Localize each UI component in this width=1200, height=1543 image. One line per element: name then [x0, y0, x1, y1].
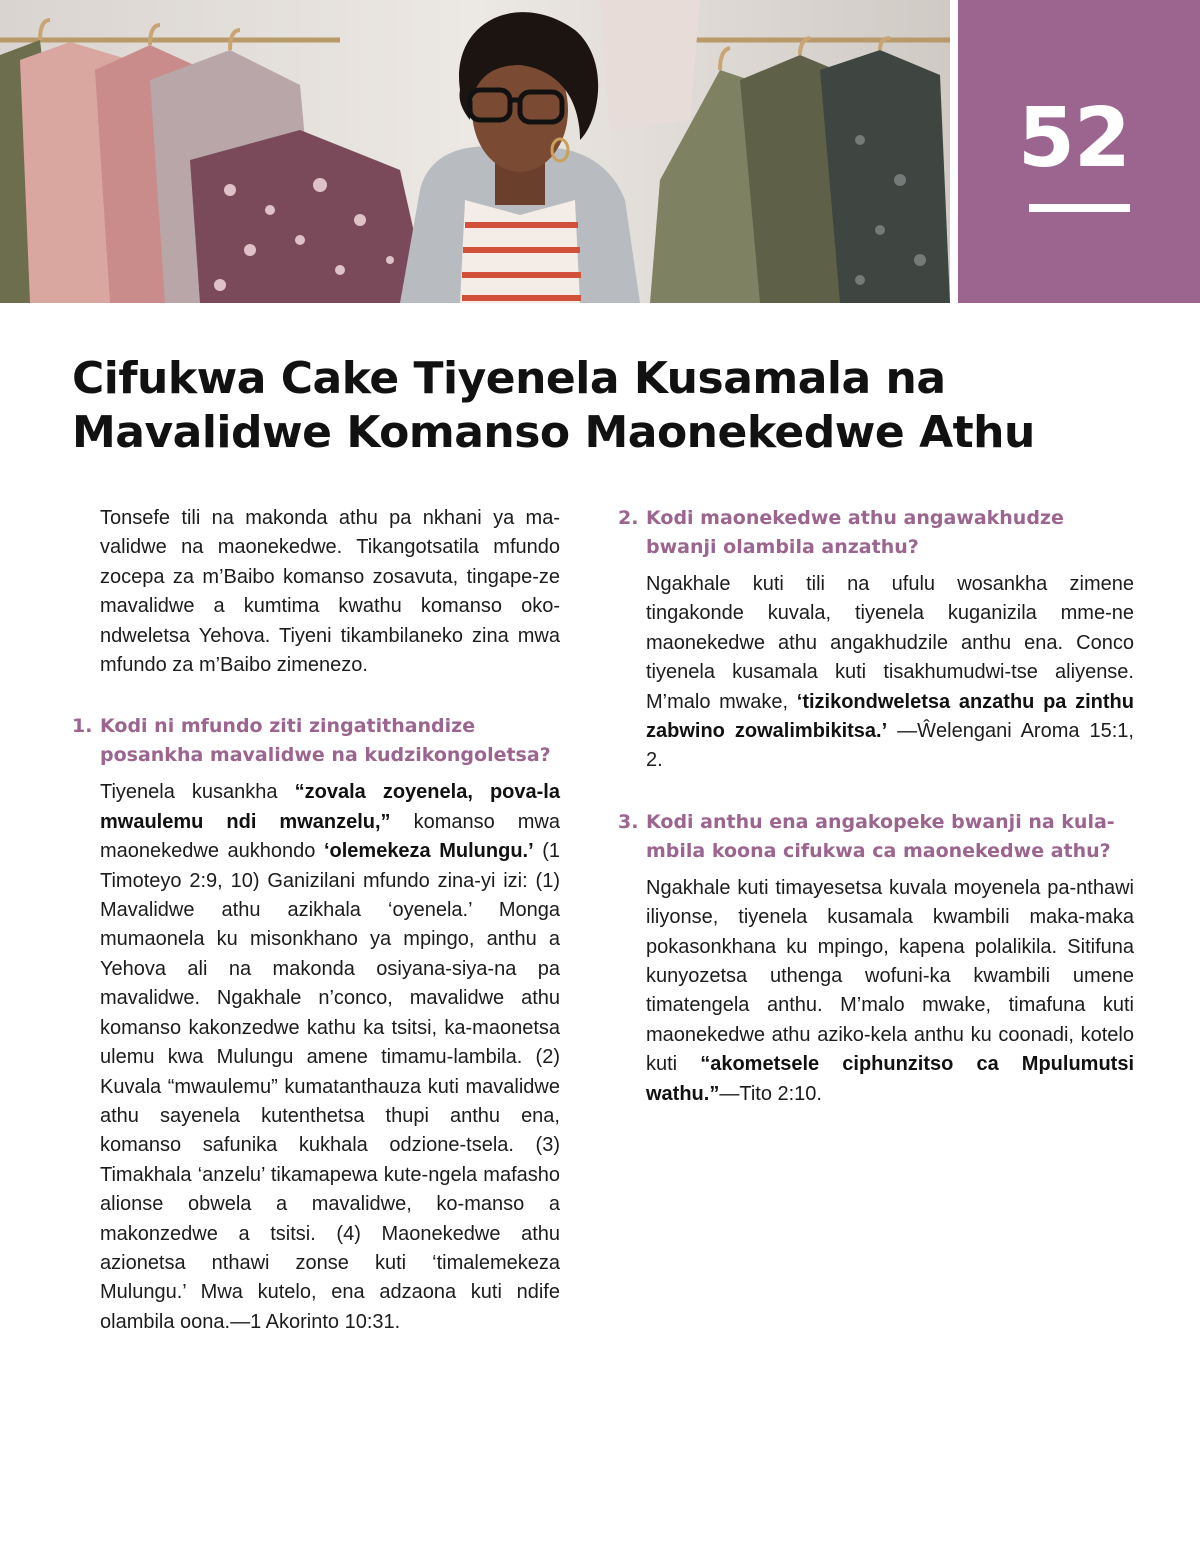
- question-heading: [618, 504, 1134, 562]
- question-number: 1.: [72, 715, 93, 738]
- lesson-number-underline: [1029, 204, 1130, 212]
- question-number: 3.: [618, 810, 639, 833]
- scripture-quote: “zovala zoyenela, pova-la mwaulemu ndi mwanzelu,”: [100, 781, 560, 833]
- question-heading: [72, 712, 560, 770]
- question-text: Kodi maonekedwe athu angawakhudze bwanji olambila anzathu?: [646, 507, 1064, 558]
- question-heading: [618, 808, 1134, 866]
- intro-paragraph: Tonsefe tili na makonda athu pa nkhani ya ma-validwe na maonekedwe. Tikangotsatila mfundo zocepa za m’Baibo komanso zosavuta, tingape-ze mavalidwe a kumtima kwathu komanso oko-ndweletsa Yehova. Tiyeni tikambilaneko zina mwa mfundo za m’Baibo zimenezo.: [100, 507, 560, 677]
- lesson-number: 52: [1017, 91, 1130, 186]
- lesson-title: Cifukwa Cake Tiyenela Kusamala na Mavalidwe Komanso Maonekedwe Athu: [72, 353, 1035, 458]
- question-text: Kodi ni mfundo ziti zingatithandize posankha mavalidwe na kudzikongoletsa?: [100, 715, 551, 767]
- scripture-quote: ‘olemekeza Mulungu.’: [323, 840, 534, 863]
- left-column: [72, 504, 560, 1355]
- hero-photo: [0, 0, 950, 303]
- question-number: 2.: [618, 507, 639, 529]
- answer-paragraph: Ngakhale kuti tili na ufulu wosankha zimene tingakonde kuvala, tiyenela kuganizila mme-ne maonekedwe athu angakhudzile anthu ena. Conco tiyenela kusamala kuti tisakhumudwi-tse aliyense. M’malo mwake, ‘tizikondweletsa anzathu pa zinthu zabwino zowalimbikitsa.’ —Ŵelengani Aroma 15:1, 2.: [646, 573, 1134, 772]
- scripture-quote: “akometsele ciphunzitso ca Mpulumutsi wathu.”: [646, 1053, 1134, 1105]
- answer-paragraph: Tiyenela kusankha “zovala zoyenela, pova-la mwaulemu ndi mwanzelu,” komanso mwa maonekedwe aukhondo ‘olemekeza Mulungu.’ (1 Timoteyo 2:9, 10) Ganizilani mfundo zina-yi izi: (1) Mavalidwe athu azikhala ‘oyenela.’ Monga mumaonela ku misonkhano ya mpingo, anthu a Yehova ali na makonda osiyana-siya-na pa mavalidwe. Ngakhale n’conco, mavalidwe athu komanso kakonzedwe kathu ka tsitsi, ka-maonetsa ulemu kwa Mulungu amene timamu-lambila. (2) Kuvala “mwaulemu” kumatanthauza kuti mavalidwe athu sayenela kutenthetsa thupi anthu ena, komanso safunika kukhala odzione-tsela. (3) Timakhala ‘anzelu’ tikamapewa kute-ngela mafasho alionse obwela a mavalidwe, ko-manso a makonzedwe a tsitsi. (4) Maonekedwe athu azionetsa nthawi zonse kuti ‘timalemekeza Mulungu.’ Mwa kutelo, ena adzaona kuti ndife olambila oona.—1 Akorinto 10:31.: [100, 781, 560, 1333]
- right-column: [618, 504, 1134, 1127]
- scripture-quote: ‘tizikondweletsa anzathu pa zinthu zabwino zowalimbikitsa.’: [646, 690, 1134, 743]
- answer-paragraph: Ngakhale kuti timayesetsa kuvala moyenela pa-nthawi iliyonse, tiyenela kusamala kwambili maka-maka pokasonkhana ku mpingo, kapena polalikila. Sitifuna kunyozetsa uthenga wofuni-ka kwambili umene timatengela anthu. M’malo mwake, timafuna kuti maonekedwe athu aziko-kela anthu ku coonadi, kotelo kuti “akometsele ciphunzitso ca Mpulumutsi wathu.”—Tito 2:10.: [646, 876, 1134, 1105]
- question-text: Kodi anthu ena angakopeke bwanji na kula-mbila koona cifukwa ca maonekedwe athu?: [646, 810, 1115, 862]
